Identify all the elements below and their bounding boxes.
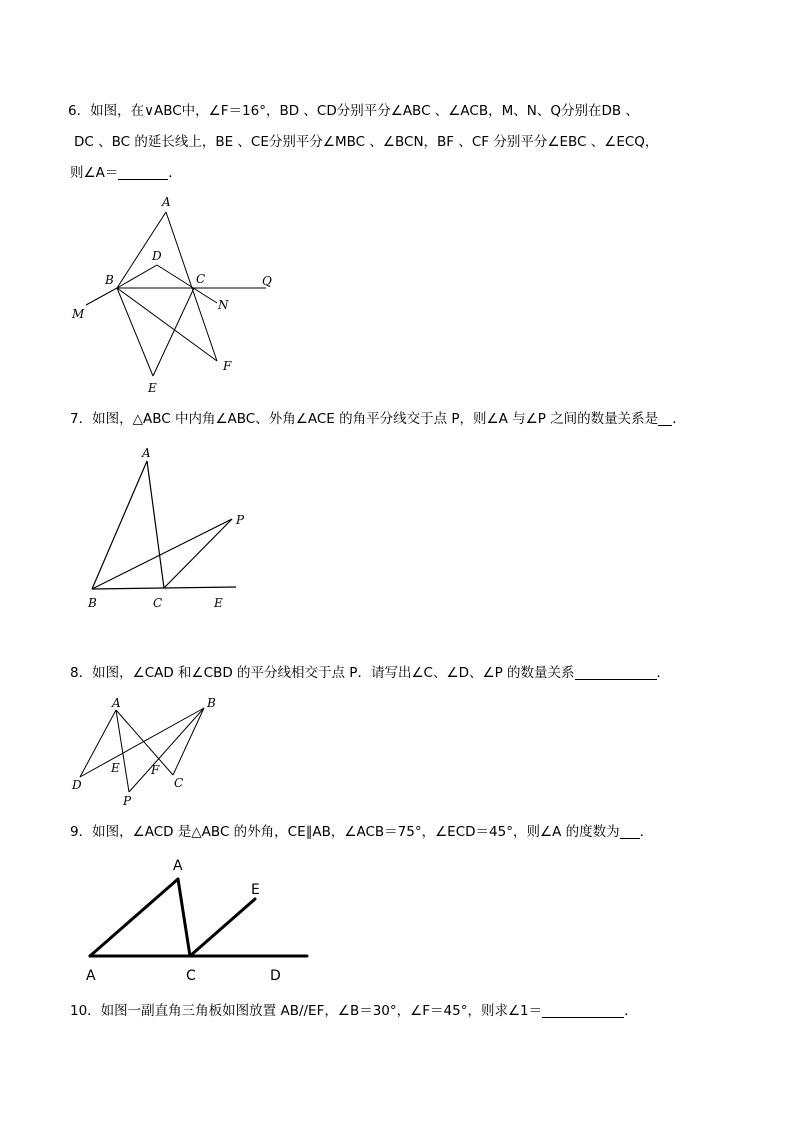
p8-label-F: F — [151, 763, 160, 777]
p9-label-E: E — [251, 882, 260, 898]
problem-10-line-1 — [70, 1001, 638, 1021]
p8-label-E: E — [111, 761, 120, 775]
p9-label-C: C — [186, 968, 196, 984]
p7-label-E: E — [214, 596, 223, 610]
p6-label-M: M — [72, 307, 85, 321]
problem-6-line-2: DC 、BC 的延长线上，BE 、CE分别平分∠MBC 、∠BCN，BF 、CF 分别平分∠EBC 、∠ECQ， — [74, 134, 659, 150]
problem-8-line-1-end: ． — [656, 665, 671, 681]
problem-10-line-1-end: ． — [624, 1003, 638, 1019]
p6-label-Q: Q — [262, 274, 272, 288]
p9-label-A: A — [86, 968, 96, 984]
p8-label-A: A — [112, 696, 121, 710]
problem-9-line-1-end: ． — [639, 824, 654, 840]
p8-label-C: C — [174, 776, 184, 790]
p6-label-B: B — [105, 273, 114, 287]
problem-9-line-1-text: 9．如图，∠ACD 是△ABC 的外角，CE∥AB，∠ACB＝75°，∠ECD＝45°，则∠A 的度数为 — [70, 824, 620, 840]
problem-7-line-1-text: 7．如图，△ABC 中内角∠ABC、外角∠ACE 的角平分线交于点 P，则∠A 与∠P 之间的数量关系是 — [70, 411, 659, 427]
p6-label-N: N — [218, 298, 229, 312]
p7-label-P: P — [236, 513, 245, 527]
problem-8-line-1-text: 8．如图，∠CAD 和∠CBD 的平分线相交于点 P．请写出∠C、∠D、∠P 的数量关系 — [70, 665, 575, 681]
problem-7-line-1-end: ． — [672, 411, 686, 427]
p7-label-C: C — [153, 596, 163, 610]
p6-label-C: C — [196, 272, 206, 286]
answer-blank — [542, 1003, 624, 1018]
p6-label-F: F — [223, 359, 232, 373]
p8-label-P: P — [123, 794, 132, 808]
p6-label-A: A — [162, 195, 171, 209]
problem-6-line-3-end: ． — [168, 165, 182, 181]
problem-6-line-3-text: 则∠A＝ — [70, 165, 119, 181]
p9-label-A-top: A — [173, 858, 183, 874]
p8-label-D: D — [72, 778, 82, 792]
p6-label-E: E — [148, 381, 157, 395]
p7-label-B: B — [88, 596, 97, 610]
problem-6-line-1: 6．如图，在∨ABC中，∠F＝16°，BD 、CD分别平分∠ABC 、∠ACB，M、N、Q分别在DB 、 — [68, 103, 639, 119]
p8-label-B: B — [207, 696, 216, 710]
p6-label-D: D — [152, 249, 162, 263]
p7-label-A: A — [142, 446, 151, 460]
p9-label-D: D — [270, 968, 281, 984]
problem-10-line-1-text: 10．如图一副直角三角板如图放置 AB//EF，∠B＝30°，∠F＝45°，则求∠1＝ — [70, 1003, 543, 1019]
